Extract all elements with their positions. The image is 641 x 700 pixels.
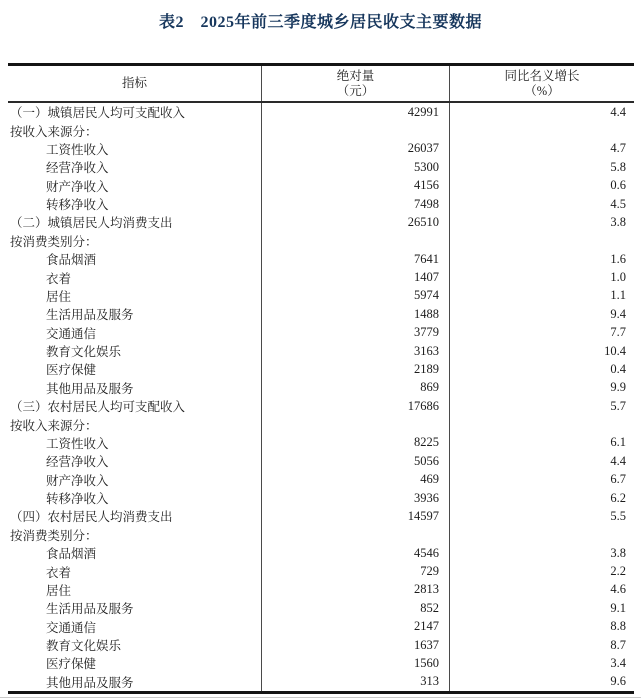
row-absolute-value: 14597 xyxy=(262,507,450,525)
row-growth-value: 4.5 xyxy=(610,196,626,211)
table-row xyxy=(8,599,634,617)
row-growth-value: 7.7 xyxy=(610,325,626,340)
row-absolute-value: 7641 xyxy=(262,250,450,268)
row-label: 衣着 xyxy=(8,562,262,580)
row-absolute-value: 869 xyxy=(262,379,450,397)
table-row xyxy=(8,250,634,268)
table-row xyxy=(8,397,634,415)
row-label: 转移净收入 xyxy=(8,195,262,213)
row-growth-value xyxy=(450,232,634,250)
table-header xyxy=(8,66,634,103)
row-growth-value: 4.4 xyxy=(610,453,626,468)
row-label: 其他用品及服务 xyxy=(8,379,262,397)
row-absolute-value: 3936 xyxy=(262,489,450,507)
row-label: 医疗保健 xyxy=(8,654,262,672)
row-label: 财产净收入 xyxy=(8,471,262,489)
stat-table xyxy=(8,63,634,694)
table-row xyxy=(8,268,634,286)
row-absolute-value: 3779 xyxy=(262,324,450,342)
table-row xyxy=(8,177,634,195)
row-label: 转移净收入 xyxy=(8,489,262,507)
row-growth-value: 1.6 xyxy=(610,251,626,266)
row-absolute-value: 26037 xyxy=(262,140,450,158)
row-absolute-value xyxy=(262,415,450,433)
row-label: 医疗保健 xyxy=(8,360,262,378)
row-label: 衣着 xyxy=(8,268,262,286)
row-label: 食品烟酒 xyxy=(8,250,262,268)
row-growth-value: 1.1 xyxy=(610,288,626,303)
table-row xyxy=(8,415,634,433)
row-growth-value: 6.1 xyxy=(610,435,626,450)
table-row xyxy=(8,471,634,489)
row-label: 经营净收入 xyxy=(8,452,262,470)
header-growth-line1: 同比名义增长 xyxy=(504,68,580,83)
table-row xyxy=(8,324,634,342)
page-title: 表2 2025年前三季度城乡居民收支主要数据 xyxy=(158,14,482,31)
header-growth-line2: （%） xyxy=(524,83,560,98)
row-growth-value: 5.8 xyxy=(610,159,626,174)
row-label: 生活用品及服务 xyxy=(8,599,262,617)
row-label: 食品烟酒 xyxy=(8,544,262,562)
table-body xyxy=(8,103,634,691)
table-row xyxy=(8,360,634,378)
row-growth-value xyxy=(450,121,634,139)
table-row xyxy=(8,103,634,121)
row-absolute-value: 852 xyxy=(262,599,450,617)
row-absolute-value: 313 xyxy=(262,673,450,691)
row-absolute-value: 2189 xyxy=(262,360,450,378)
row-growth-value: 5.5 xyxy=(610,508,626,523)
row-label: 其他用品及服务 xyxy=(8,673,262,691)
row-growth-value: 9.9 xyxy=(610,380,626,395)
table-row xyxy=(8,213,634,231)
table-row xyxy=(8,342,634,360)
row-absolute-value: 17686 xyxy=(262,397,450,415)
row-label: 居住 xyxy=(8,581,262,599)
table-row xyxy=(8,379,634,397)
row-label: 教育文化娱乐 xyxy=(8,342,262,360)
table-row xyxy=(8,158,634,176)
table-row xyxy=(8,305,634,323)
row-growth-value: 0.4 xyxy=(610,361,626,376)
row-growth-value: 8.7 xyxy=(610,637,626,652)
row-growth-value: 4.7 xyxy=(610,141,626,156)
row-label: 财产净收入 xyxy=(8,177,262,195)
row-absolute-value: 2813 xyxy=(262,581,450,599)
row-growth-value: 4.6 xyxy=(610,582,626,597)
header-absolute xyxy=(262,66,450,101)
table-row xyxy=(8,489,634,507)
row-growth-value: 1.0 xyxy=(610,270,626,285)
row-absolute-value: 7498 xyxy=(262,195,450,213)
header-growth xyxy=(450,66,634,101)
row-absolute-value: 4546 xyxy=(262,544,450,562)
row-label: 工资性收入 xyxy=(8,434,262,452)
row-absolute-value: 5300 xyxy=(262,158,450,176)
table-row xyxy=(8,140,634,158)
row-absolute-value: 42991 xyxy=(262,103,450,121)
row-absolute-value: 5974 xyxy=(262,287,450,305)
table-row xyxy=(8,121,634,139)
row-label: 按收入来源分： xyxy=(8,415,262,433)
row-label: （四）农村居民人均消费支出 xyxy=(8,507,262,525)
row-absolute-value: 1407 xyxy=(262,268,450,286)
row-absolute-value: 729 xyxy=(262,562,450,580)
row-absolute-value: 3163 xyxy=(262,342,450,360)
row-growth-value xyxy=(450,526,634,544)
row-growth-value: 10.4 xyxy=(604,343,626,358)
table-row xyxy=(8,452,634,470)
row-growth-value: 3.8 xyxy=(610,214,626,229)
row-growth-value: 9.6 xyxy=(610,674,626,689)
row-growth-value: 6.2 xyxy=(610,490,626,505)
row-growth-value: 0.6 xyxy=(610,178,626,193)
table-row xyxy=(8,507,634,525)
row-growth-value: 8.8 xyxy=(610,619,626,634)
table-row xyxy=(8,562,634,580)
row-absolute-value: 26510 xyxy=(262,213,450,231)
header-indicator-label: 指标 xyxy=(121,76,147,90)
row-absolute-value: 1637 xyxy=(262,636,450,654)
row-growth-value: 5.7 xyxy=(610,398,626,413)
row-growth-value: 9.1 xyxy=(610,600,626,615)
row-absolute-value: 1488 xyxy=(262,305,450,323)
row-growth-value: 2.2 xyxy=(610,564,626,579)
row-absolute-value: 8225 xyxy=(262,434,450,452)
table-row xyxy=(8,526,634,544)
row-label: 教育文化娱乐 xyxy=(8,636,262,654)
header-indicator xyxy=(8,66,262,101)
row-label: 居住 xyxy=(8,287,262,305)
row-absolute-value xyxy=(262,526,450,544)
table-row xyxy=(8,581,634,599)
row-label: 按消费类别分： xyxy=(8,232,262,250)
row-label: （二）城镇居民人均消费支出 xyxy=(8,213,262,231)
row-absolute-value: 1560 xyxy=(262,654,450,672)
row-absolute-value xyxy=(262,232,450,250)
row-label: 按消费类别分： xyxy=(8,526,262,544)
row-label: 生活用品及服务 xyxy=(8,305,262,323)
row-growth-value: 3.8 xyxy=(610,545,626,560)
row-label: 经营净收入 xyxy=(8,158,262,176)
table-row xyxy=(8,636,634,654)
table-row xyxy=(8,544,634,562)
row-label: 工资性收入 xyxy=(8,140,262,158)
row-growth-value: 6.7 xyxy=(610,472,626,487)
table-row xyxy=(8,195,634,213)
table-row xyxy=(8,673,634,691)
row-absolute-value xyxy=(262,121,450,139)
row-label: （三）农村居民人均可支配收入 xyxy=(8,397,262,415)
row-label: 交通通信 xyxy=(8,324,262,342)
row-label: 交通通信 xyxy=(8,618,262,636)
table-row xyxy=(8,232,634,250)
header-absolute-line1: 绝对量 xyxy=(336,68,375,83)
table-row xyxy=(8,434,634,452)
row-growth-value: 3.4 xyxy=(610,655,626,670)
row-absolute-value: 2147 xyxy=(262,618,450,636)
table-row xyxy=(8,654,634,672)
row-growth-value xyxy=(450,415,634,433)
row-absolute-value: 469 xyxy=(262,471,450,489)
row-growth-value: 4.4 xyxy=(610,104,626,119)
table-row xyxy=(8,287,634,305)
row-absolute-value: 5056 xyxy=(262,452,450,470)
bottom-divider xyxy=(0,697,641,698)
row-growth-value: 9.4 xyxy=(610,306,626,321)
row-absolute-value: 4156 xyxy=(262,177,450,195)
header-absolute-line2: （元） xyxy=(336,83,375,98)
table-row xyxy=(8,618,634,636)
row-label: （一）城镇居民人均可支配收入 xyxy=(8,103,262,121)
row-label: 按收入来源分： xyxy=(8,121,262,139)
